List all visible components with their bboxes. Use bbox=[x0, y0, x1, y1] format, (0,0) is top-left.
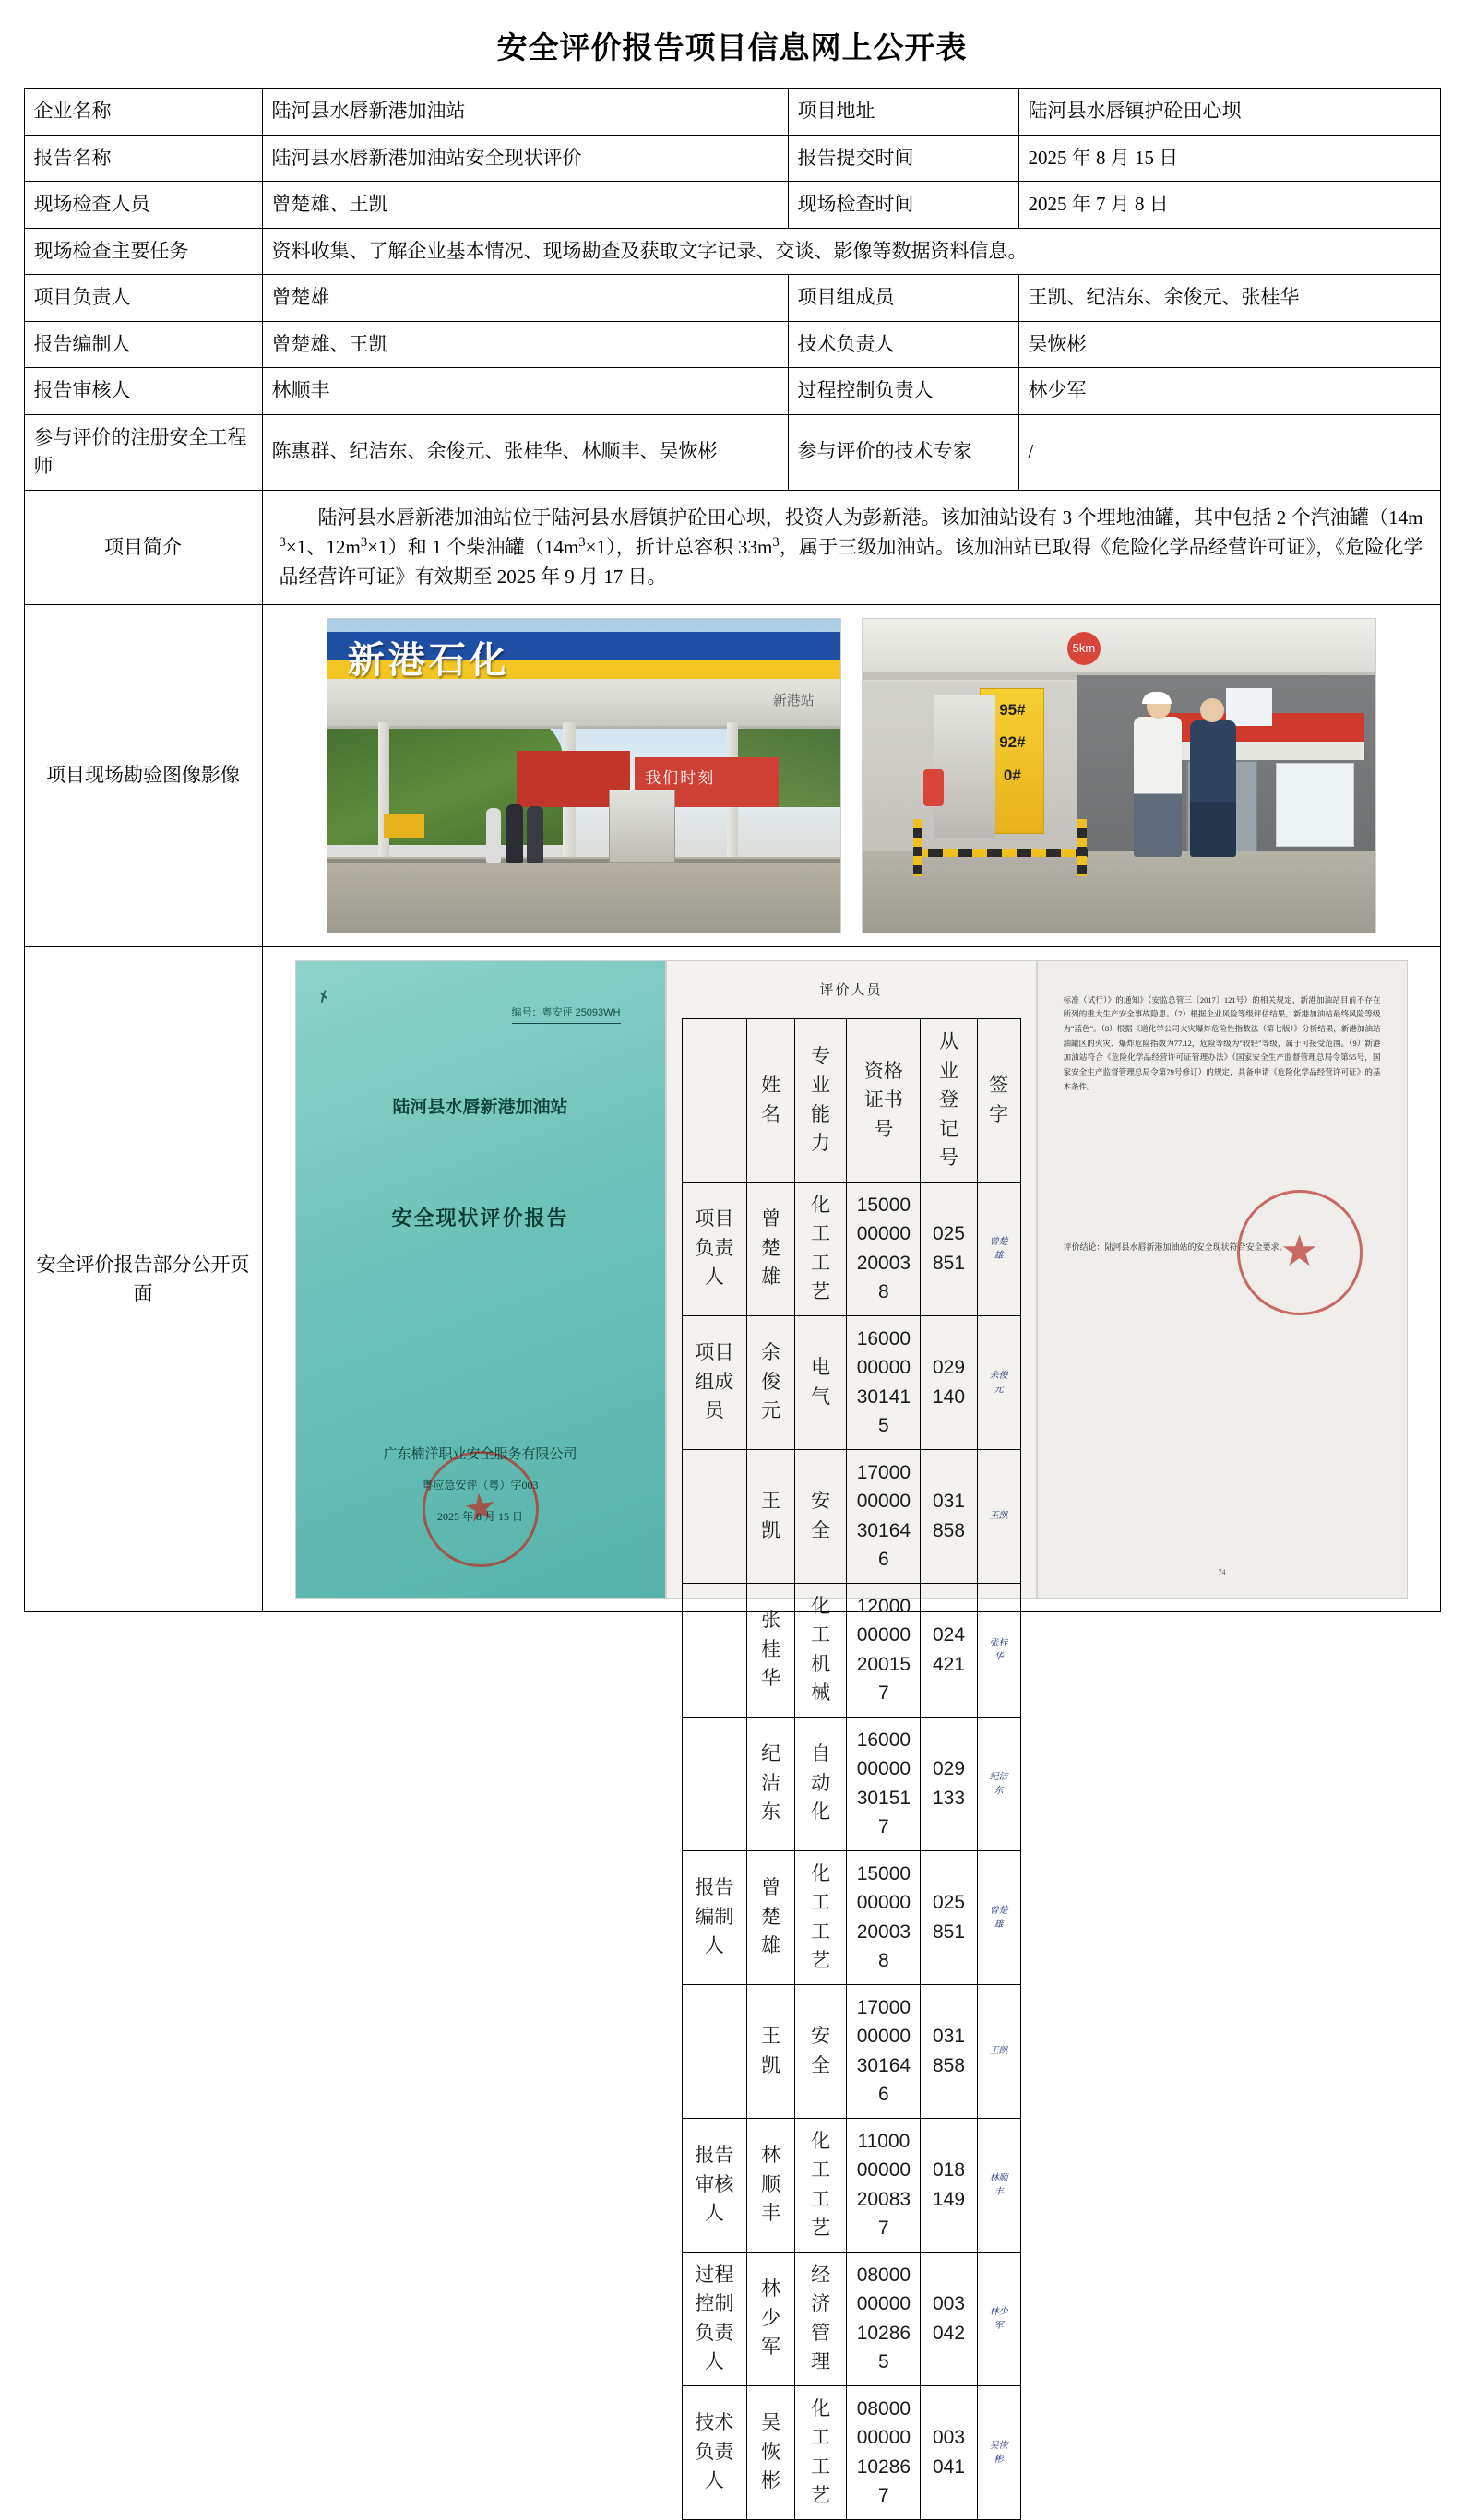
barrier-post bbox=[913, 819, 922, 876]
person-figure bbox=[486, 808, 501, 863]
table-row bbox=[24, 275, 1440, 322]
person-figure bbox=[506, 804, 523, 863]
cell-cert: 1600000000301415 bbox=[847, 1315, 921, 1449]
docs-label: 安全评价报告部分公开页面 bbox=[24, 947, 262, 1612]
cell-signature: 曾楚雄 bbox=[977, 1850, 1020, 1984]
cell-cert: 0800000000102865 bbox=[847, 2252, 921, 2385]
cell-role: 项目组成员 bbox=[682, 1315, 747, 1449]
cell-name: 余俊元 bbox=[747, 1315, 795, 1449]
cell-reg: 025851 bbox=[921, 1850, 977, 1984]
personnel-row bbox=[682, 1984, 1020, 2118]
cell-major: 化工工艺 bbox=[794, 1182, 846, 1315]
cell-cert: 1200000000200157 bbox=[847, 1583, 921, 1717]
forecourt-ground bbox=[327, 857, 840, 933]
personnel-header-row bbox=[682, 1019, 1020, 1183]
price-grade-0: 0# bbox=[1003, 766, 1021, 784]
inspector-label: 现场检查人员 bbox=[24, 182, 262, 229]
report-cover-page bbox=[295, 960, 666, 1599]
cell-signature: 吴恢彬 bbox=[977, 2385, 1020, 2519]
cell-cert: 1100000000200837 bbox=[847, 2118, 921, 2252]
cell-reg: 025851 bbox=[921, 1182, 977, 1315]
cell-signature: 王凯 bbox=[977, 1984, 1020, 2118]
table-row bbox=[24, 368, 1440, 415]
public-info-table bbox=[24, 88, 1441, 2507]
person-cap bbox=[1142, 692, 1172, 704]
personnel-row bbox=[682, 1850, 1020, 1984]
intro-part-4: ×1），折计总容积 33m bbox=[585, 536, 773, 558]
cell-major: 化工工艺 bbox=[794, 2385, 846, 2519]
pm-value: 曾楚雄 bbox=[262, 275, 788, 322]
site-photo-island bbox=[862, 618, 1376, 933]
cover-company: 广东楠洋职业安全服务有限公司 bbox=[383, 1447, 577, 1463]
official-seal-icon bbox=[1237, 1190, 1363, 1315]
personnel-row bbox=[682, 2118, 1020, 2252]
cell-cert: 0800000000102867 bbox=[847, 2385, 921, 2519]
docs-row bbox=[24, 947, 1440, 1612]
cell-major: 自动化 bbox=[794, 1717, 846, 1850]
kerb-line bbox=[327, 859, 840, 863]
photos-label: 项目现场勘验图像影像 bbox=[24, 605, 262, 947]
col-role bbox=[682, 1019, 747, 1183]
table-row bbox=[24, 414, 1440, 490]
cell-name: 林少军 bbox=[747, 2252, 795, 2385]
inspect-time-label: 现场检查时间 bbox=[788, 182, 1018, 229]
cover-date: 2025 年 8 月 15 日 bbox=[436, 1510, 523, 1524]
intro-part-5: ，属于三级加油站。该加油站已取得《危险化学品经营许可证》，《危险化学品经营许可证》有效期至 2025 年 9 月 17 日。 bbox=[279, 536, 1423, 588]
cell-reg: 029133 bbox=[921, 1717, 977, 1850]
process-label: 过程控制负责人 bbox=[788, 368, 1018, 415]
reviewer-label: 报告审核人 bbox=[24, 368, 262, 415]
personnel-row bbox=[682, 1449, 1020, 1583]
cell-major: 经济管理 bbox=[794, 2252, 846, 2385]
fuel-nozzle bbox=[923, 769, 944, 806]
personnel-row bbox=[682, 1315, 1020, 1449]
intro-sup-4: 3 bbox=[772, 535, 780, 550]
banner-text: 我们时刻 bbox=[645, 768, 716, 787]
cell-signature: 王凯 bbox=[977, 1449, 1020, 1583]
speed-limit-sign: 5km bbox=[1067, 632, 1101, 665]
price-grade-92: 92# bbox=[999, 733, 1026, 752]
site-value: 陆河县水唇镇护砼田心坝 bbox=[1018, 89, 1440, 136]
person-figure bbox=[1190, 720, 1236, 857]
inspect-time-value: 2025 年 7 月 8 日 bbox=[1018, 182, 1440, 229]
company-value: 陆河县水唇新港加油站 bbox=[262, 89, 788, 136]
intro-part-1: 陆河县水唇新港加油站位于陆河县水唇镇护砼田心坝，投资人为彭新港。该加油站设有 3 个埋地油罐，其中包括 2 个汽油罐（14m bbox=[317, 505, 1423, 529]
cell-cert: 1700000000301646 bbox=[847, 1984, 921, 2118]
team-value: 王凯、纪洁东、余俊元、张桂华 bbox=[1018, 275, 1440, 322]
site-label: 项目地址 bbox=[788, 89, 1018, 136]
safety-barrier bbox=[913, 849, 1088, 857]
cell-name: 林顺丰 bbox=[747, 2118, 795, 2252]
cell-reg: 031858 bbox=[921, 1449, 977, 1583]
intro-sup-1: 3 bbox=[279, 535, 286, 550]
cell-role: 项目负责人 bbox=[682, 1182, 747, 1315]
fuel-dispenser bbox=[934, 695, 995, 838]
cell-role: 过程控制负责人 bbox=[682, 2252, 747, 2385]
intro-text bbox=[262, 490, 1440, 605]
report-personnel-page bbox=[666, 960, 1037, 2507]
person-figure bbox=[527, 806, 543, 863]
writer-label: 报告编制人 bbox=[24, 321, 262, 368]
cell-major: 化工工艺 bbox=[794, 1850, 846, 1984]
person-figure bbox=[1134, 717, 1182, 857]
personnel-table bbox=[682, 1018, 1021, 2520]
cell-name: 曾楚雄 bbox=[747, 1182, 795, 1315]
report-name-value: 陆河县水唇新港加油站安全现状评价 bbox=[262, 135, 788, 182]
cell-reg: 003042 bbox=[921, 2252, 977, 2385]
table-row bbox=[24, 321, 1440, 368]
cell-cert: 1600000000301517 bbox=[847, 1717, 921, 1850]
pm-label: 项目负责人 bbox=[24, 275, 262, 322]
engineers-label: 参与评价的注册安全工程师 bbox=[24, 414, 262, 490]
cell-reg: 018149 bbox=[921, 2118, 977, 2252]
report-conclusion-page bbox=[1037, 960, 1408, 1599]
cell-signature: 林少军 bbox=[977, 2252, 1020, 2385]
wall-poster-top bbox=[1226, 688, 1272, 726]
cell-name: 张桂华 bbox=[747, 1583, 795, 1717]
site-photo-canopy bbox=[327, 618, 841, 933]
page-number: 74 bbox=[1218, 1568, 1226, 1577]
cell-major: 化工工艺 bbox=[794, 2118, 846, 2252]
photos-cell bbox=[262, 605, 1440, 947]
cell-major: 电气 bbox=[794, 1315, 846, 1449]
cell-cert: 1500000000200038 bbox=[847, 1182, 921, 1315]
cell-role bbox=[682, 1449, 747, 1583]
cell-signature: 余俊元 bbox=[977, 1315, 1020, 1449]
cell-signature: 张桂华 bbox=[977, 1583, 1020, 1717]
cell-name: 王 凯 bbox=[747, 1984, 795, 2118]
personnel-row bbox=[682, 1717, 1020, 1850]
intro-sup-3: 3 bbox=[578, 535, 586, 550]
photos-row bbox=[24, 605, 1440, 947]
cover-station-name: 陆河县水唇新港加油站 bbox=[392, 1097, 568, 1117]
price-grade-95: 95# bbox=[999, 700, 1026, 719]
cell-role bbox=[682, 1717, 747, 1850]
cell-signature: 曾楚雄 bbox=[977, 1182, 1020, 1315]
tech-lead-label: 技术负责人 bbox=[788, 321, 1018, 368]
conclusion-body-text: 标准（试行）》的通知》（安监总管三〔2017〕121号）的相关规定，新港加油站目前不存在所列的重大生产安全事故隐患。（7）根据企业风险等级评估结果，新港加油站最终风险等级为"蓝色"。（8）根据《道化学公司火灾爆炸危险性指数法（第七版）》分析结果，新港加油站油罐区的火灾、爆炸危险指数为77.12，危险等级为"较轻"等级，属于可接受范围。（9）新港加油站符合《危险化学品经营许可证管理办法》（国家安全生产监督管理总局令第55号，国家安全生产监督管理总局令第79号修订）的规定，具备申请《危险化学品经营许可证》的基本条件。 bbox=[1063, 994, 1381, 1091]
table-row bbox=[24, 135, 1440, 182]
barrier-post bbox=[1077, 819, 1087, 876]
col-cert: 资格证书号 bbox=[847, 1019, 921, 1183]
company-label: 企业名称 bbox=[24, 89, 262, 136]
cell-reg: 031858 bbox=[921, 1984, 977, 2118]
intro-row bbox=[24, 490, 1440, 605]
cell-major: 安全 bbox=[794, 1984, 846, 2118]
cell-major: 安全 bbox=[794, 1449, 846, 1583]
handwriting-mark: ✗ bbox=[315, 987, 333, 1007]
table-row bbox=[24, 182, 1440, 229]
cell-name: 曾楚雄 bbox=[747, 1850, 795, 1984]
cell-signature: 纪洁东 bbox=[977, 1717, 1020, 1850]
tech-lead-value: 吴恢彬 bbox=[1018, 321, 1440, 368]
conclusion-statement: 评价结论：陆河县水唇新港加油站的安全现状符合安全要求。 bbox=[1063, 1242, 1288, 1252]
table-row bbox=[24, 89, 1440, 136]
cell-cert: 1700000000301646 bbox=[847, 1449, 921, 1583]
station-name-sign: 新港站 bbox=[772, 693, 815, 709]
col-name: 姓名 bbox=[747, 1019, 795, 1183]
table-row bbox=[24, 228, 1440, 275]
task-value: 资料收集、了解企业基本情况、现场勘查及获取文字记录、交谈、影像等数据资料信息。 bbox=[262, 228, 1440, 275]
cell-role: 报告审核人 bbox=[682, 2118, 747, 2252]
experts-label: 参与评价的技术专家 bbox=[788, 414, 1018, 490]
report-name-label: 报告名称 bbox=[24, 135, 262, 182]
yellow-sign-board bbox=[384, 814, 424, 838]
cell-role bbox=[682, 1583, 747, 1717]
personnel-table-title: 评价人员 bbox=[819, 982, 883, 998]
fuel-dispenser bbox=[609, 790, 675, 863]
forecourt-ground bbox=[863, 851, 1375, 933]
cover-license: 粤应急安评（粤）字003 bbox=[422, 1478, 539, 1492]
col-sign: 签字 bbox=[977, 1019, 1020, 1183]
cell-signature: 林顺丰 bbox=[977, 2118, 1020, 2252]
personnel-row bbox=[682, 1182, 1020, 1315]
docs-cell bbox=[262, 947, 1440, 2507]
intro-label: 项目简介 bbox=[24, 490, 262, 605]
page-title: 安全评价报告项目信息网上公开表 bbox=[496, 32, 968, 65]
writer-value: 曾楚雄、王凯 bbox=[262, 321, 788, 368]
cell-cert: 1500000000200038 bbox=[847, 1850, 921, 1984]
cell-major: 化工机械 bbox=[794, 1583, 846, 1717]
notice-board bbox=[1276, 763, 1354, 846]
col-major: 专业能力 bbox=[794, 1019, 846, 1183]
submit-time-value: 2025 年 8 月 15 日 bbox=[1018, 135, 1440, 182]
cell-name: 吴恢彬 bbox=[747, 2385, 795, 2519]
cell-reg: 024421 bbox=[921, 1583, 977, 1717]
inspector-value: 曾楚雄、王凯 bbox=[262, 182, 788, 229]
reviewer-value: 林顺丰 bbox=[262, 368, 788, 415]
intro-part-2: ×1、12m bbox=[285, 536, 361, 558]
cover-report-title: 安全现状评价报告 bbox=[391, 1207, 569, 1230]
cell-name: 王 凯 bbox=[747, 1449, 795, 1583]
cell-name: 纪洁东 bbox=[747, 1717, 795, 1850]
personnel-row bbox=[682, 2385, 1020, 2519]
report-code: 编号：粤安评 25093WH bbox=[512, 1005, 621, 1024]
cell-role bbox=[682, 1984, 747, 2118]
cell-role: 报告编制人 bbox=[682, 1850, 747, 1984]
personnel-row bbox=[682, 1583, 1020, 1717]
process-value: 林少军 bbox=[1018, 368, 1440, 415]
station-brand-sign: 新港石化 bbox=[347, 640, 510, 682]
cell-role: 技术负责人 bbox=[682, 2385, 747, 2519]
personnel-row bbox=[682, 2252, 1020, 2385]
col-reg: 从业登记号 bbox=[921, 1019, 977, 1183]
intro-part-3: ×1）和 1 个柴油罐（14m bbox=[367, 536, 579, 558]
experts-value: / bbox=[1018, 414, 1440, 490]
engineers-value: 陈惠群、纪洁东、余俊元、张桂华、林顺丰、吴恢彬 bbox=[262, 414, 788, 490]
team-label: 项目组成员 bbox=[788, 275, 1018, 322]
submit-time-label: 报告提交时间 bbox=[788, 135, 1018, 182]
cell-reg: 003041 bbox=[921, 2385, 977, 2519]
cell-reg: 029140 bbox=[921, 1315, 977, 1449]
intro-sup-2: 3 bbox=[360, 535, 368, 550]
task-label: 现场检查主要任务 bbox=[24, 228, 262, 275]
